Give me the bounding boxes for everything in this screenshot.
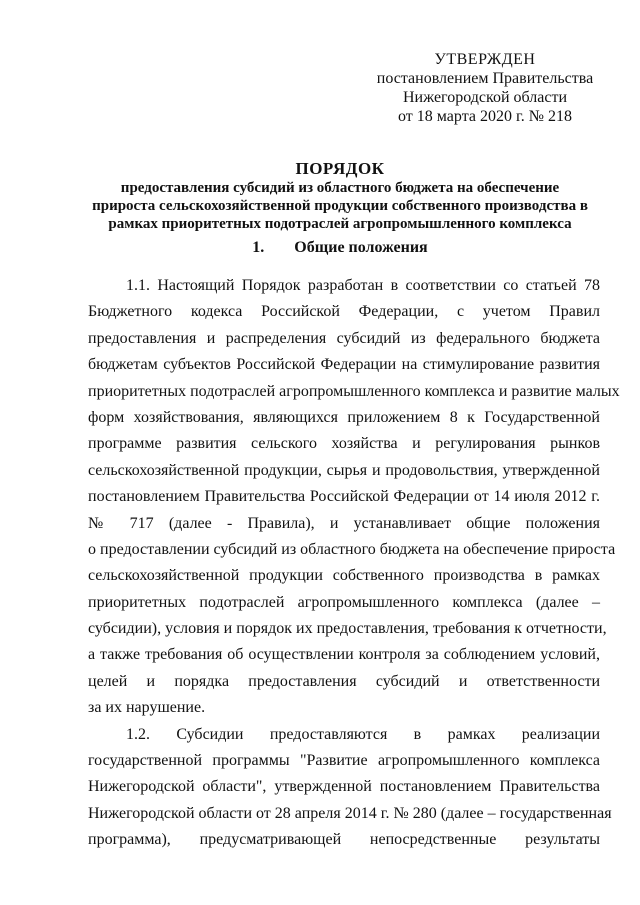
document-title: ПОРЯДОК <box>295 159 385 178</box>
paragraph-1-1-line: форм хозяйствования, являющихся приложением 8 к Государственной <box>88 408 600 426</box>
paragraph-1-1-line: бюджетам субъектов Российской Федерации на стимулирование развития <box>88 356 600 374</box>
paragraph-1-2-line: программа), предусматривающей непосредственные результаты <box>88 831 600 849</box>
paragraph-1-1-line: постановлением Правительства Российской Федерации от 14 июля 2012 г. <box>88 488 600 506</box>
paragraph-1-2-line: 1.2. Субсидии предоставляются в рамках реализации <box>126 725 600 743</box>
approval-line-3: от 18 марта 2020 г. № 218 <box>398 108 572 125</box>
document-subtitle-line-3: рамках приоритетных подотраслей агропромышленного комплекса <box>108 216 572 232</box>
section-title: Общие положения <box>294 239 428 256</box>
paragraph-1-1-line: программе развития сельского хозяйства и регулирования рынков <box>88 435 600 453</box>
paragraph-1-2-line: Нижегородской области от 28 апреля 2014 г. № 280 (далее – государственная <box>88 804 612 822</box>
document-title-block <box>70 159 610 233</box>
paragraph-1-1-line: сельскохозяйственной продукции, сырья и продовольствия, утвержденной <box>88 461 600 479</box>
paragraph-1-1-line: сельскохозяйственной продукции собственного производства в рамках <box>88 567 600 585</box>
document-subtitle-line-2: прироста сельскохозяйственной продукции собственного производства в <box>92 198 588 214</box>
paragraph-1-1-line: приоритетных подотраслей агропромышленного комплекса и развитие малых <box>88 382 620 400</box>
paragraph-1-1-line: а также требования об осуществлении контроля за соблюдением условий, <box>88 646 600 664</box>
document-subtitle-line-1: предоставления субсидий из областного бюджета на обеспечение <box>120 180 560 196</box>
paragraph-1-1-line: Бюджетного кодекса Российской Федерации, с учетом Правил <box>88 303 600 321</box>
paragraph-1-2-line: государственной программы "Развитие агропромышленного комплекса <box>88 752 600 770</box>
paragraph-1-1-line: о предоставлении субсидий из областного бюджета на обеспечение прироста <box>88 540 616 558</box>
body-text <box>88 273 620 854</box>
paragraph-1-1-line: субсидии), условия и порядок их предоставления, требования к отчетности, <box>88 620 607 638</box>
paragraph-1-1-line: № 717 (далее - Правила), и устанавливает общие положения <box>88 514 600 532</box>
paragraph-1-1-line: целей и порядка предоставления субсидий и ответственности <box>88 672 600 690</box>
paragraph-1-1-line: 1.1. Настоящий Порядок разработан в соответствии со статьей 78 <box>126 277 600 294</box>
paragraph-1-1-line: за их нарушение. <box>88 699 206 717</box>
section-heading <box>70 238 610 258</box>
approval-stamp: УТВЕРЖДЕН <box>434 51 536 68</box>
approval-line-1: постановлением Правительства <box>376 70 594 87</box>
approval-block <box>360 50 610 126</box>
paragraph-1-1-line: предоставления и распределения субсидий из федерального бюджета <box>88 329 600 347</box>
approval-line-2: Нижегородской области <box>402 89 567 106</box>
section-number: 1. <box>252 239 265 256</box>
paragraph-1-1-line: приоритетных подотраслей агропромышленного комплекса (далее – <box>88 593 600 611</box>
paragraph-1-2-line: Нижегородской области", утвержденной постановлением Правительства <box>88 778 600 796</box>
